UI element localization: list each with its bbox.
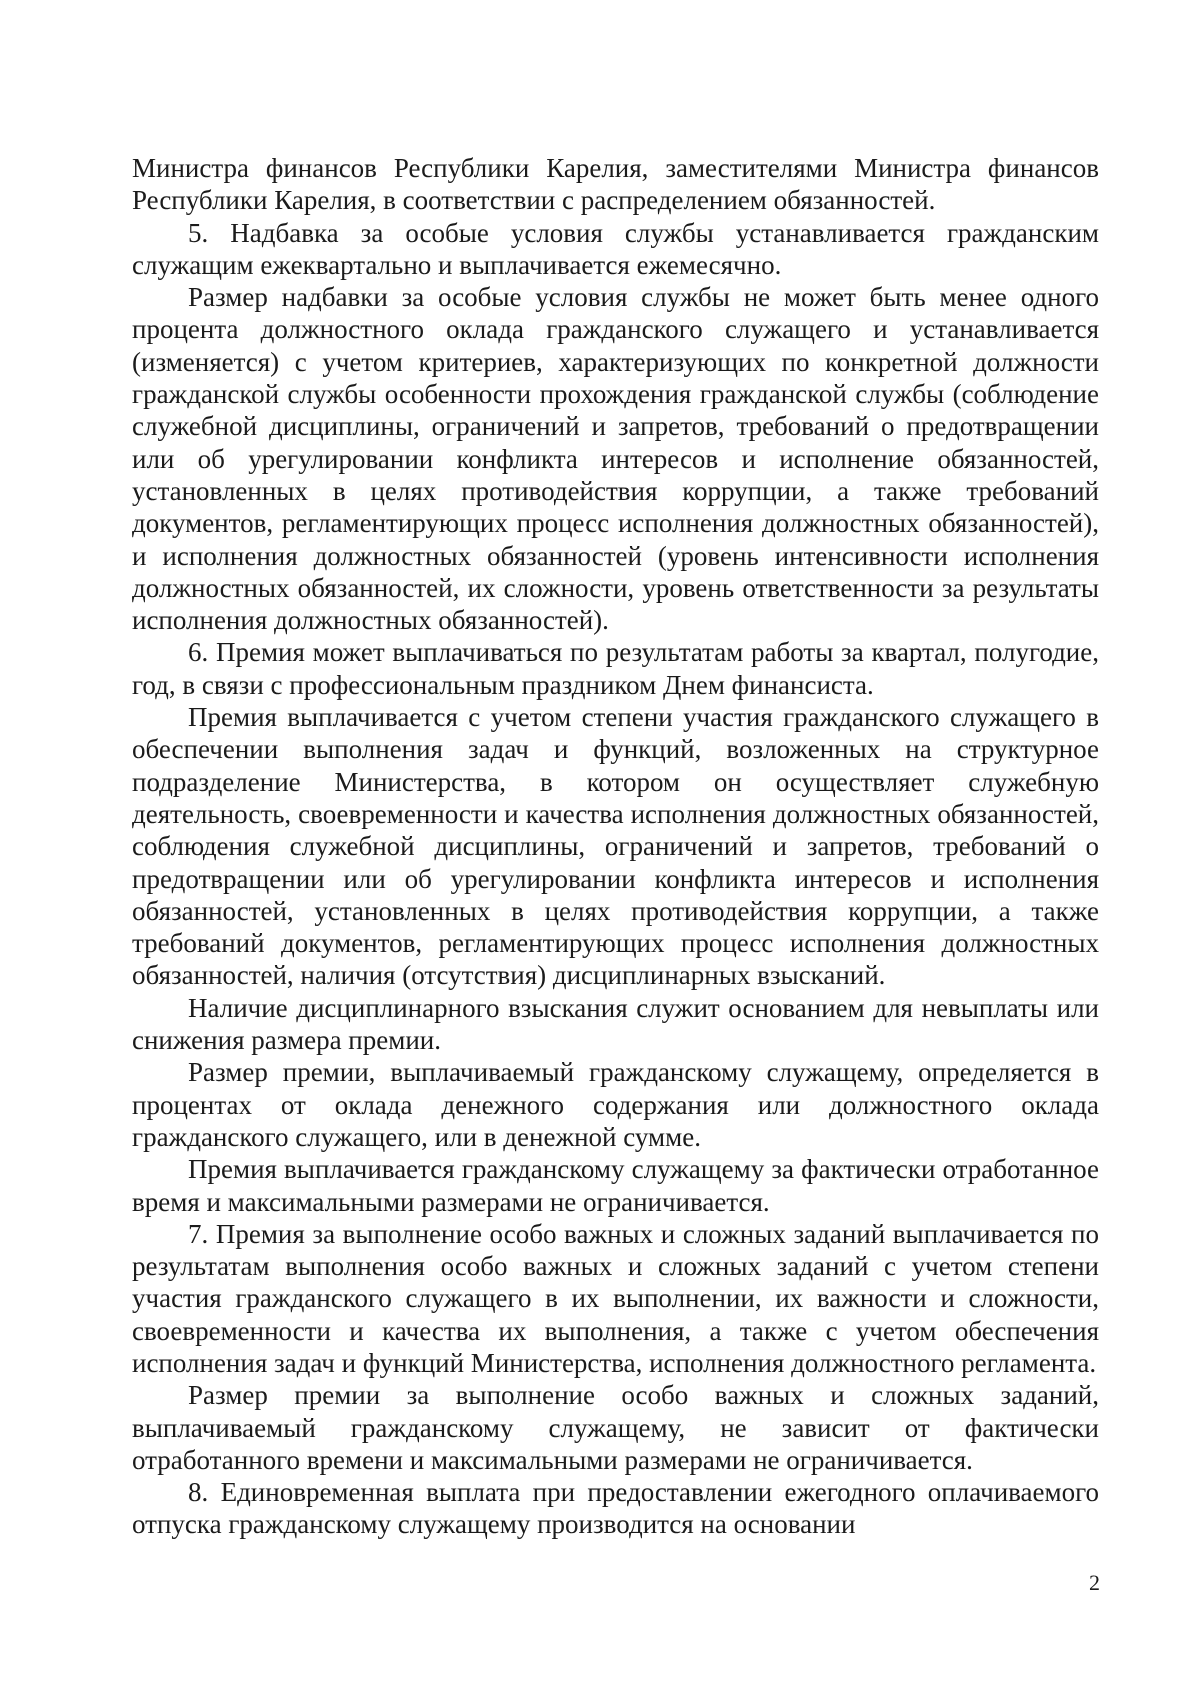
paragraph-special-conditions-size: Размер надбавки за особые условия службы не может быть менее одного процента должностного оклада гражданского служащего и устанавливается (изменяется) с учетом критериев, характеризующих по конкретной должности гражданской службы особенности прохождения гражданской службы (соблюдение служебной дисциплины, ограничений и запретов, требований о предотвращении или об урегулировании конфликта интересов и исполнение обязанностей, установленных в целях противодействия коррупции, а также требований документов, регламентирующих процесс исполнения должностных обязанностей), и исполнения должностных обязанностей (уровень интенсивности исполнения должностных обязанностей, их сложности, уровень ответственности за результаты исполнения должностных обязанностей). <box>132 282 1099 636</box>
paragraph-item-7: 7. Премия за выполнение особо важных и сложных заданий выплачивается по результатам выполнения особо важных и сложных заданий с учетом степени участия гражданского служащего в их выполнении, их важности и сложности, своевременности и качества их выполнения, а также с учетом обеспечения исполнения задач и функций Министерства, исполнения должностного регламента. <box>132 1218 1099 1378</box>
paragraph-1-continuation: Министра финансов Республики Карелия, заместителями Министра финансов Республики Карелия, в соответствии с распределением обязанностей. <box>132 153 1099 216</box>
page-number: 2 <box>1089 1570 1100 1595</box>
document-body <box>132 152 1099 1541</box>
paragraph-special-tasks-size: Размер премии за выполнение особо важных и сложных заданий, выплачиваемый гражданскому служащему, не зависит от фактически отработанного времени и максимальными размерами не ограничивается. <box>132 1380 1099 1475</box>
paragraph-bonus-criteria: Премия выплачивается с учетом степени участия гражданского служащего в обеспечении выполнения задач и функций, возложенных на структурное подразделение Министерства, в котором он осуществляет служебную деятельность, своевременности и качества исполнения должностных обязанностей, соблюдения служебной дисциплины, ограничений и запретов, требований о предотвращении или об урегулировании конфликта интересов и исполнения обязанностей, установленных в целях противодействия коррупции, а также требований документов, регламентирующих процесс исполнения должностных обязанностей, наличия (отсутствия) дисциплинарных взысканий. <box>132 702 1099 991</box>
paragraph-disciplinary: Наличие дисциплинарного взыскания служит основанием для невыплаты или снижения размера премии. <box>132 992 1099 1056</box>
paragraph-item-5: 5. Надбавка за особые условия службы устанавливается гражданским служащим ежеквартально и выплачивается ежемесячно. <box>132 217 1099 280</box>
paragraph-item-8: 8. Единовременная выплата при предоставлении ежегодного оплачиваемого отпуска гражданскому служащему производится на основании <box>132 1477 1099 1540</box>
paragraph-item-6: 6. Премия может выплачиваться по результатам работы за квартал, полугодие, год, в связи с профессиональным праздником Днем финансиста. <box>132 637 1099 700</box>
paragraph-bonus-size: Размер премии, выплачиваемый гражданскому служащему, определяется в процентах от оклада денежного содержания или должностного оклада гражданского служащего, или в денежной сумме. <box>132 1057 1099 1152</box>
paragraph-bonus-time: Премия выплачивается гражданскому служащему за фактически отработанное время и максимальными размерами не ограничивается. <box>132 1154 1099 1217</box>
